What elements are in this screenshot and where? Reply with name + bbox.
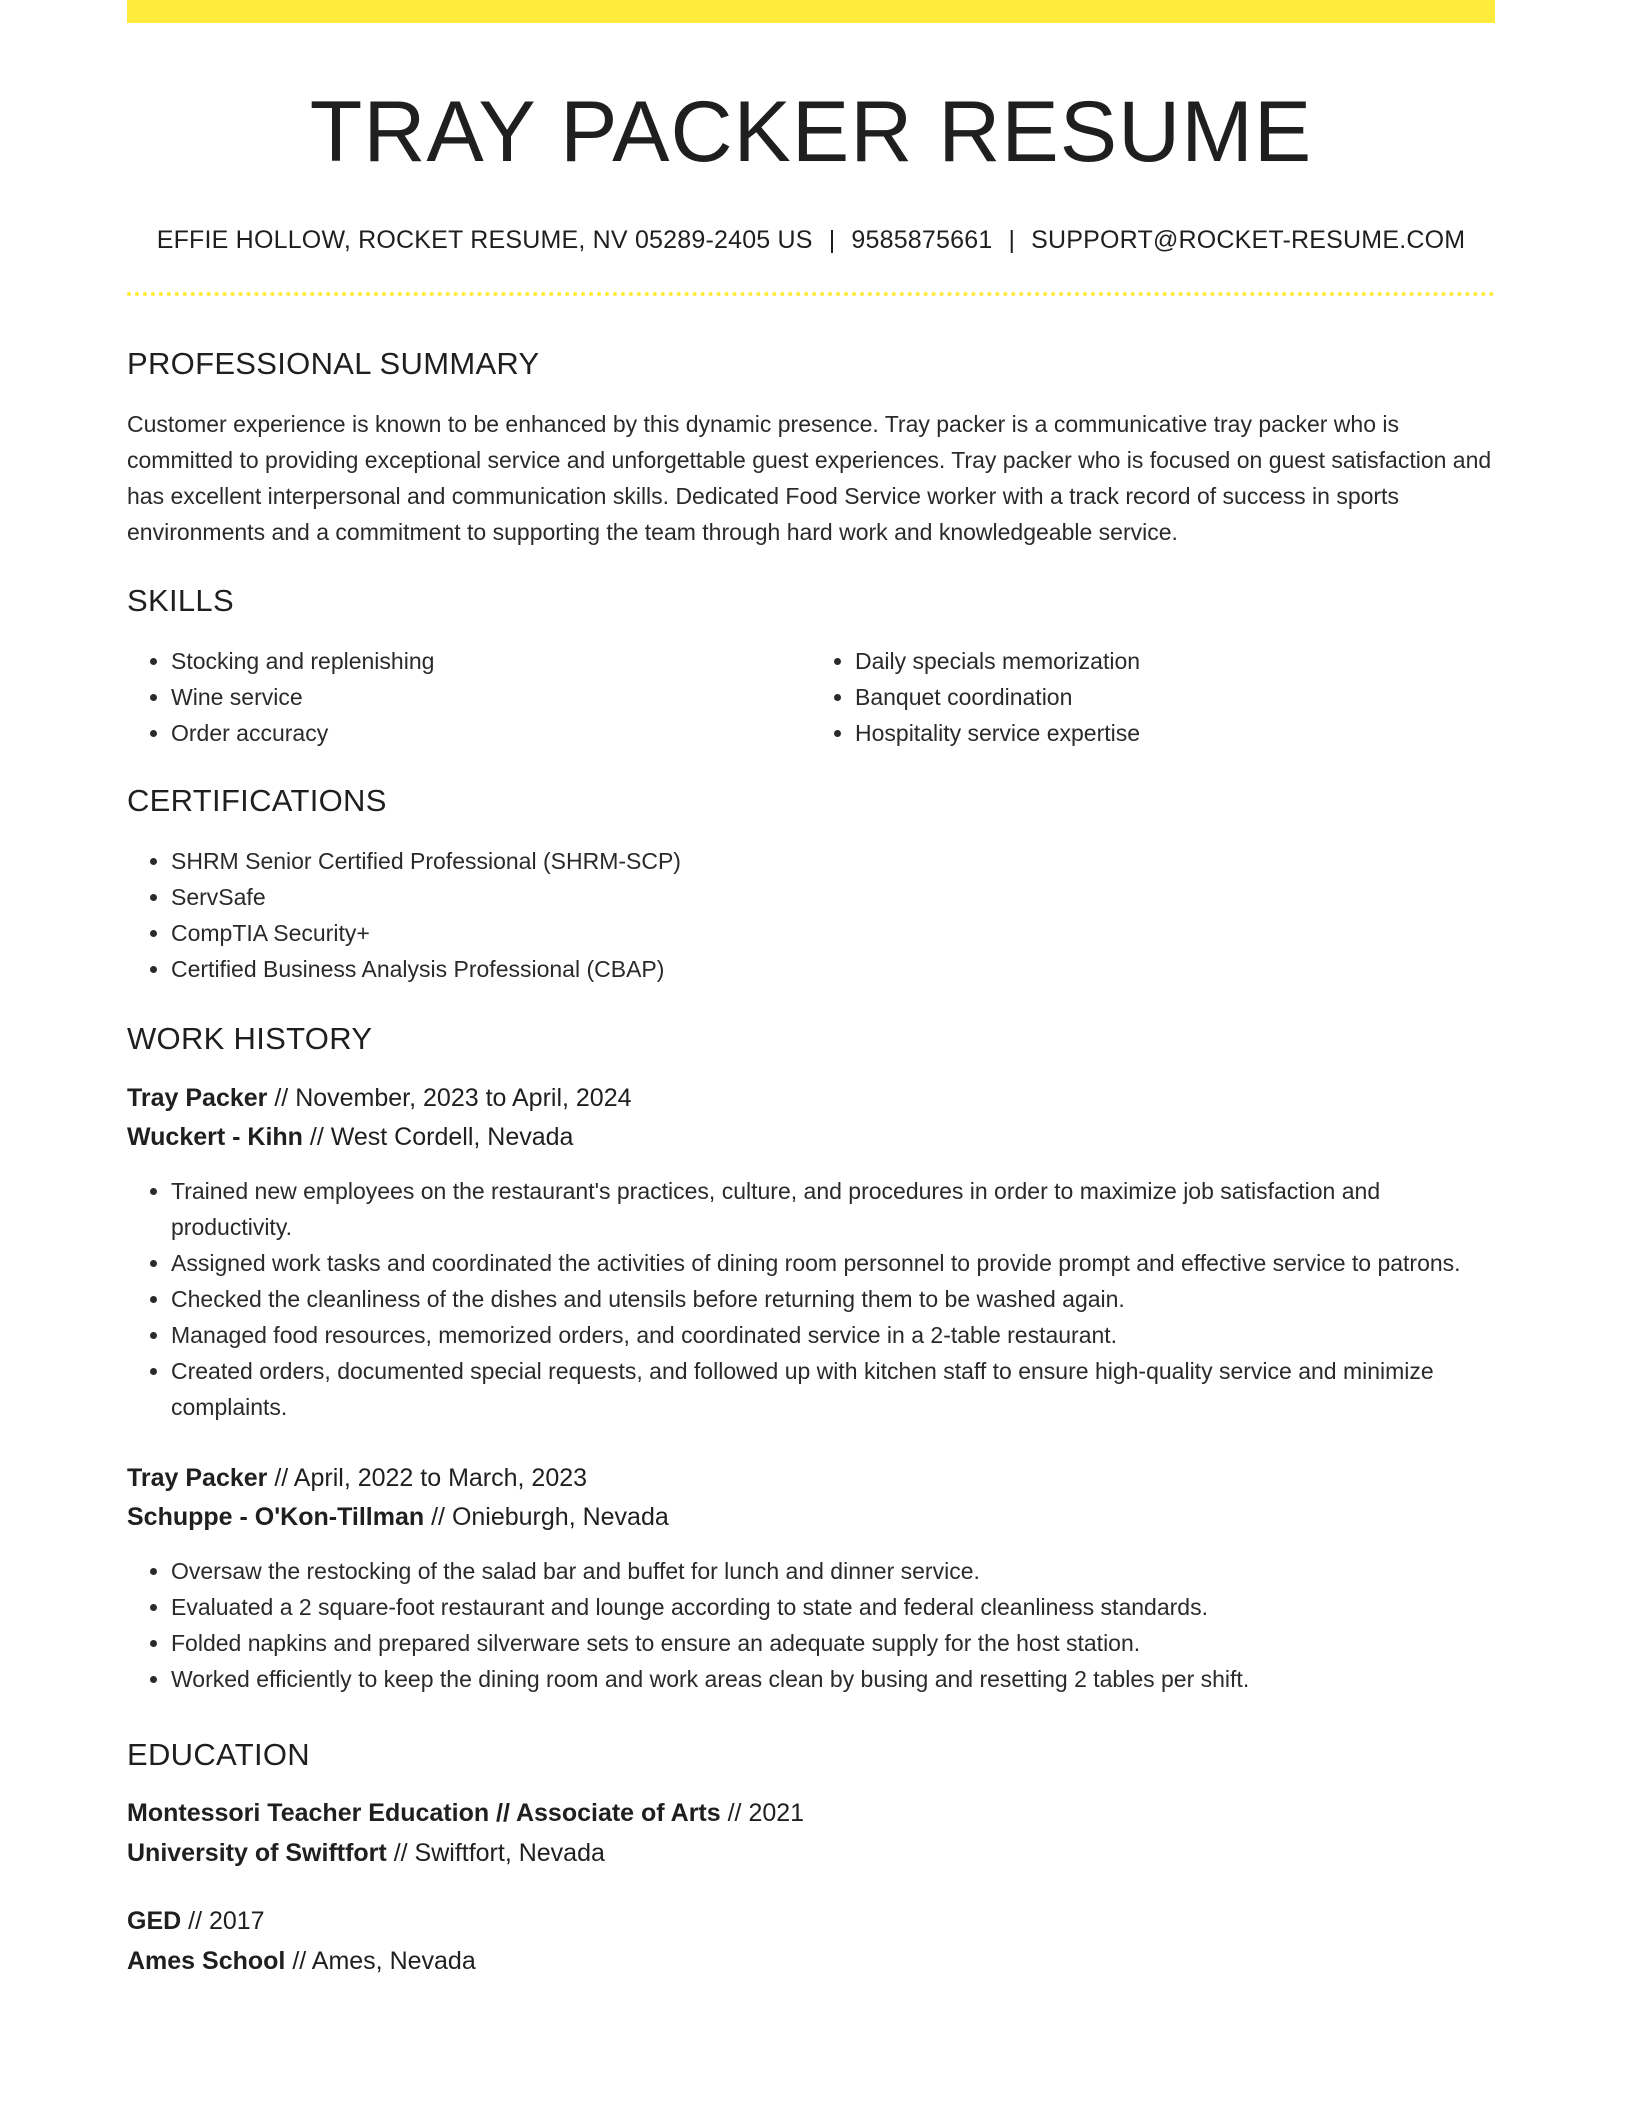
summary-section [127, 346, 1495, 550]
job-duty: • Worked efficiently to keep the dining room and work areas clean by busing and resetting 2 tables per shift. [171, 1661, 1495, 1697]
job-dates: // April, 2022 to March, 2023 [267, 1463, 588, 1492]
skills-list-right [811, 643, 1495, 751]
education-entry [127, 1901, 1495, 1981]
job-duty: • Folded napkins and prepared silverware sets to ensure an adequate supply for the host station. [171, 1625, 1495, 1661]
education-entry [127, 1793, 1495, 1873]
skill-item: • Stocking and replenishing [171, 643, 811, 679]
certification-item: • ServSafe [171, 879, 1495, 915]
job-entry [127, 1079, 1495, 1425]
contact-separator: | [1008, 225, 1016, 254]
education-degree-line [127, 1793, 1495, 1833]
skill-item: • Wine service [171, 679, 811, 715]
job-duties-list [127, 1553, 1495, 1697]
skills-list-left [127, 643, 811, 751]
education-year: // 2021 [720, 1798, 805, 1827]
work-history-heading: WORK HISTORY [127, 1020, 373, 1056]
skills-heading: SKILLS [127, 582, 234, 618]
job-duty: • Evaluated a 2 square-foot restaurant and lounge according to state and federal cleanliness standards. [171, 1589, 1495, 1625]
certification-item: • SHRM Senior Certified Professional (SHRM-SCP) [171, 843, 1495, 879]
job-duty: • Checked the cleanliness of the dishes and utensils before returning them to be washed again. [171, 1281, 1495, 1317]
contact-phone: 9585875661 [851, 225, 993, 254]
job-location: // West Cordell, Nevada [302, 1122, 574, 1151]
job-duty: • Managed food resources, memorized orders, and coordinated service in a 2-table restaurant. [171, 1317, 1495, 1353]
skill-item: • Hospitality service expertise [855, 715, 1495, 751]
job-title-line [127, 1459, 1495, 1498]
certification-item: • Certified Business Analysis Professional (CBAP) [171, 951, 1495, 987]
skills-section [127, 583, 1495, 751]
education-degree: Montessori Teacher Education // Associate of Arts [127, 1798, 721, 1827]
job-company-line [127, 1498, 1495, 1537]
skills-grid [127, 643, 1495, 751]
skill-item: • Banquet coordination [855, 679, 1495, 715]
header-divider [127, 292, 1495, 296]
education-degree: GED [127, 1906, 182, 1935]
education-school: University of Swiftfort [127, 1838, 387, 1867]
job-title: Tray Packer [127, 1463, 268, 1492]
job-location: // Onieburgh, Nevada [424, 1502, 669, 1531]
work-history-section [127, 1021, 1495, 1697]
education-school-line [127, 1941, 1495, 1981]
contact-email: SUPPORT@ROCKET-RESUME.COM [1031, 225, 1466, 254]
job-duty: • Trained new employees on the restaurant's practices, culture, and procedures in order to maximize job satisfaction and productivity. [171, 1173, 1495, 1245]
skill-item: • Daily specials memorization [855, 643, 1495, 679]
job-duties-list [127, 1173, 1495, 1425]
education-location: // Ames, Nevada [285, 1946, 476, 1975]
job-entry [127, 1459, 1495, 1697]
job-company: Schuppe - O'Kon-Tillman [127, 1502, 425, 1531]
certifications-section [127, 783, 1495, 987]
job-duty: • Assigned work tasks and coordinated the activities of dining room personnel to provide prompt and effective service to patrons. [171, 1245, 1495, 1281]
contact-address: EFFIE HOLLOW, ROCKET RESUME, NV 05289-2405 US [156, 225, 813, 254]
certifications-list [127, 843, 1495, 987]
certification-item: • CompTIA Security+ [171, 915, 1495, 951]
education-location: // Swiftfort, Nevada [386, 1838, 605, 1867]
job-title: Tray Packer [127, 1083, 268, 1112]
job-duty: • Oversaw the restocking of the salad bar and buffet for lunch and dinner service. [171, 1553, 1495, 1589]
education-degree-line [127, 1901, 1495, 1941]
contact-line [127, 226, 1495, 255]
resume-title: TRAY PACKER RESUME [309, 84, 1313, 180]
skill-item: • Order accuracy [171, 715, 811, 751]
education-school-line [127, 1833, 1495, 1873]
education-school: Ames School [127, 1946, 286, 1975]
education-heading: EDUCATION [127, 1736, 310, 1772]
summary-text: Customer experience is known to be enhanced by this dynamic presence. Tray packer is a communicative tray packer who is committed to providing exceptional service and unforgettable guest experiences. Tray packer who is focused on guest satisfaction and has excellent interpersonal and communication skills. Dedicated Food Service worker with a track record of success in sports environments and a commitment to supporting the team through hard work and knowledgeable service. [127, 410, 1492, 545]
education-section [127, 1737, 1495, 1981]
education-year: // 2017 [181, 1906, 265, 1935]
resume-page [127, 0, 1495, 1981]
job-title-line [127, 1079, 1495, 1118]
contact-separator: | [828, 225, 836, 254]
job-company: Wuckert - Kihn [127, 1122, 303, 1151]
job-duty: • Created orders, documented special requests, and followed up with kitchen staff to ensure high-quality service and minimize complaints. [171, 1353, 1495, 1425]
job-dates: // November, 2023 to April, 2024 [267, 1083, 632, 1112]
certifications-heading: CERTIFICATIONS [127, 782, 387, 818]
job-company-line [127, 1118, 1495, 1157]
summary-heading: PROFESSIONAL SUMMARY [127, 345, 540, 381]
accent-top-bar [127, 0, 1495, 23]
